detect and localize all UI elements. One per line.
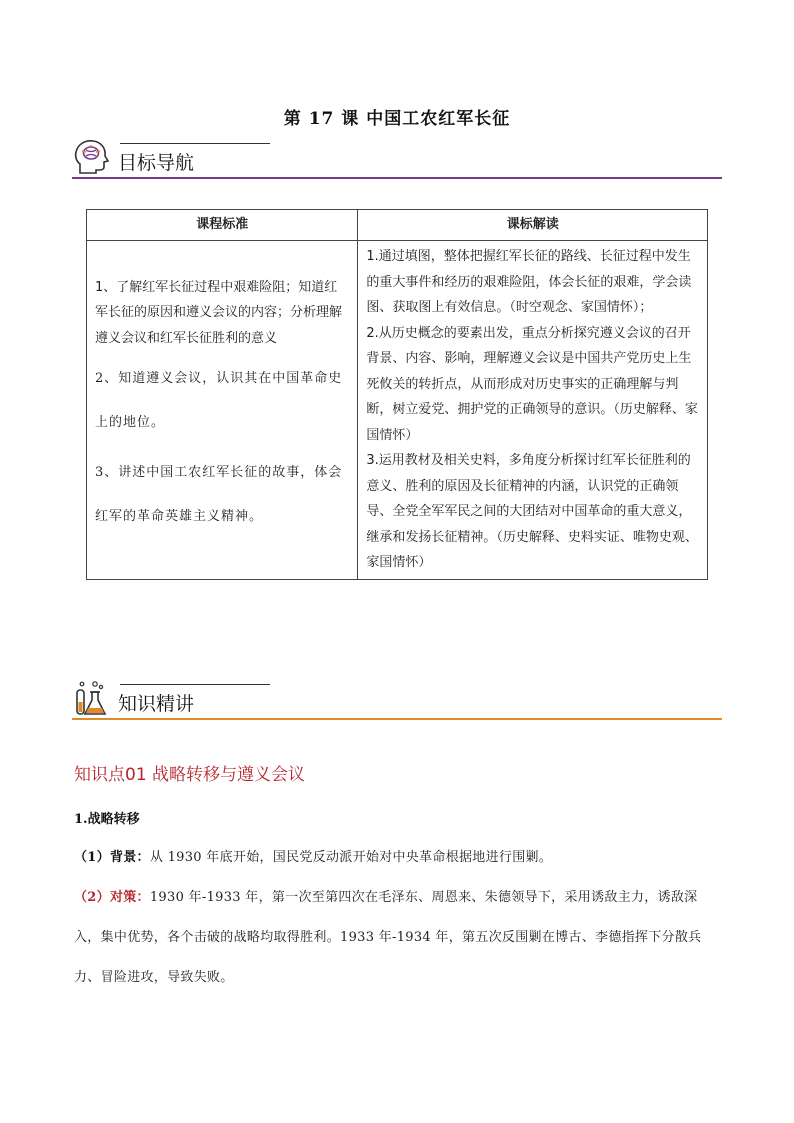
paragraph-text: 1930 年-1933 年，第一次至第四次在毛泽东、周恩来、朱德领导下，采用诱敌主力，诱敌深入，集中优势，各个击破的战略均取得胜利。1933 年-1934 年，第五次反围剿在博古、李德指挥下分散兵力、冒险进攻，导致失败。 [74,890,702,985]
standards-cell [87,241,358,580]
paragraph-text: 从 1930 年底开始，国民党反动派开始对中央革命根据地进行围剿。 [149,850,553,865]
section-label: 目标导航 [118,152,195,174]
interpretation-cell [358,241,708,580]
section-rule [72,718,722,720]
interpretation-item: 1.通过填图，整体把握红军长征的路线、长征过程中发生的重大事件和经历的艰难险阻，体会长征的艰难，学会读图、获取图上有效信息。（时空观念、家国情怀）； [366,249,692,315]
standard-item: 1、了解红军长征过程中艰难险阻；知道红军长征的原因和遵义会议的内容；分析理解遵义会议和红军长征胜利的意义 [95,279,343,346]
paragraph-label: （2）对策： [74,890,150,905]
page-title: 第 17 课 中国工农红军长征 [283,109,511,129]
section-knowledge [72,678,722,720]
interpretation-item: 2.从历史概念的要素出发，重点分析探究遵义会议的召开背景、内容、影响，理解遵义会议是中国共产党历史上生死攸关的转折点，从而形成对历史事实的正确理解与判断，树立爱党、拥护党的正确领导的意识。（历史解释、家国情怀） [366,325,698,443]
curriculum-standards-table [86,209,708,580]
interpretation-item: 3.运用教材及相关史料，多角度分析探讨红军长征胜利的意义、胜利的原因及长征精神的内涵，认识党的正确领导、全党全军军民之间的大团结对中国革命的重大意义，继承和发扬长征精神。（历史解释、史料实证、唯物史观、家国情怀） [366,453,698,570]
standard-item: 3、讲述中国工农红军长征的故事，体会红军的革命英雄主义精神。 [95,465,343,524]
header-accent-line [120,684,270,685]
section-label: 知识精讲 [118,693,195,715]
paragraph-label: （1）背景： [74,850,150,865]
paragraph-background [74,838,722,878]
section-goal-nav [72,137,722,179]
standard-item: 2、知道遵义会议，认识其在中国革命史上的地位。 [95,371,343,430]
header-accent-line [120,143,270,144]
section-rule [72,177,722,179]
sub-heading: 1.战略转移 [74,812,140,827]
knowledge-point-title: 知识点01 战略转移与遵义会议 [74,765,306,785]
table-header-standards: 课程标准 [87,210,358,241]
paragraph-strategy [74,878,722,998]
table-row [87,241,708,580]
table-header-interpretation: 课标解读 [358,210,708,241]
lab-flask-icon [72,678,112,718]
table-header-row [87,210,708,241]
brain-head-icon [72,137,112,177]
